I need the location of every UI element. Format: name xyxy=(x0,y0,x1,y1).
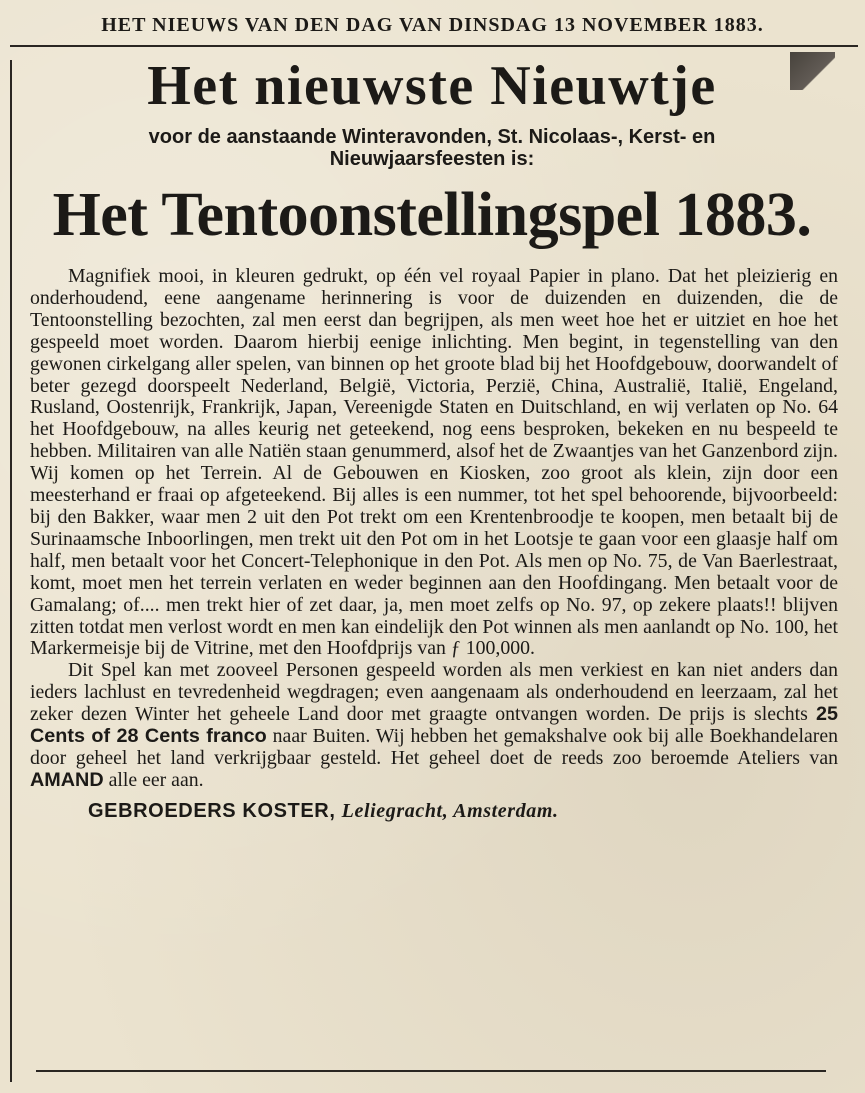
top-rule xyxy=(10,45,858,47)
publisher-signature xyxy=(22,800,842,822)
publisher-address: Leliegracht, Amsterdam. xyxy=(341,799,559,822)
advertisement xyxy=(22,50,842,822)
pricing-text-1: Dit Spel kan met zooveel Personen gespeeld worden als men verkiest en kan niet anders dan ieders lachlust en tevredenheid wegdragen; even aangenaam als onderhoudend en leerzaam, zal het zeker dezen Winter het geheele Land door met graagte ontvangen worden. De prijs is slechts xyxy=(30,659,838,726)
left-border-rule xyxy=(10,60,12,1082)
pricing-text-3: alle eer aan. xyxy=(108,768,204,791)
subheading-line-1: voor de aanstaande Winteravonden, St. Nicolaas-, Kerst- en xyxy=(148,126,716,148)
game-title: Het Tentoonstellingspel 1883. xyxy=(52,181,812,249)
brand-name: AMAND xyxy=(30,768,104,791)
pricing-text-2: naar Buiten. Wij hebben het gemakshalve ook bij alle Boekhandelaren door geheel het land verkrijgbaar gesteld. Het geheel doet de reeds zoo beroemde Ateliers van xyxy=(30,725,838,769)
subheading xyxy=(22,126,842,170)
headline: Het nieuwste Nieuwtje xyxy=(147,55,717,117)
publisher-name: GEBROEDERS KOSTER, xyxy=(88,799,336,822)
subheading-line-2: Nieuwjaarsfeesten is: xyxy=(329,148,535,170)
bottom-rule xyxy=(36,1070,826,1072)
pricing-paragraph xyxy=(22,660,842,791)
newspaper-masthead: HET NIEUWS VAN DEN DAG VAN DINSDAG 13 NOVEMBER 1883. xyxy=(101,14,764,36)
price: 25 Cents of 28 Cents franco xyxy=(30,703,838,748)
description-paragraph: Magnifiek mooi, in kleuren gedrukt, op één vel royaal Papier in plano. Dat het pleizierig en onderhoudend, eene aangename herinnering is voor de duizenden en duizenden, die de Tentoonstelling bezochten, zal men eerst dan begrijpen, als men weet hoe het er uitziet en hoe het gespeeld moet worden. Daarom hierbij eenige inlichting. Men begint, in tegenstelling van den gewonen cirkelgang aller spelen, van binnen op het groote blad bij het Hoofdgebouw, doorwandelt of beter gezegd doorspeelt Nederland, België, Victoria, Perzië, China, Australië, Italië, Engeland, Rusland, Oostenrijk, Frankrijk, Japan, Vereenigde Staten en Duitschland, en wij verlaten op No. 64 het Hoofdgebouw, na alles keurig net geteekend, nog eens besproken, bekeken en nu bespeeld te hebben. Militairen van alle Natiën staan genummerd, alsof het de Zwaantjes van het Ganzenbord zijn. Wij komen op het Terrein. Al de Gebouwen en Kiosken, zoo groot als klein, zijn door een meesterhand er fraai op afgeteekend. Bij alles is een nummer, tot het spel behoorende, bijvoorbeeld: bij den Bakker, waar men 2 uit den Pot trekt om een Krentenbroodje te koopen, men betaalt bij de Surinaamsche Inboorlingen, men trekt uit den Pot om in het Lootsje te gaan voor een glaasje half om half, men betaalt voor het Concert-Telephonique in den Pot. Als men op No. 75, de Van Baerlestraat, komt, moet men het terrein verlaten en weder beginnen aan den Hoofdingang. Men betaalt voor de Gamalang; of.... men trekt hier of zet daar, ja, men moet zelfs op No. 97, op zekere plaats!! blijven zitten totdat men verlost wordt en men kan eindelijk den Pot winnen als men aanlandt op No. 100, het Markermeisje bij de Vitrine, met den Hoofdprijs van ƒ 100,000. xyxy=(30,265,838,660)
